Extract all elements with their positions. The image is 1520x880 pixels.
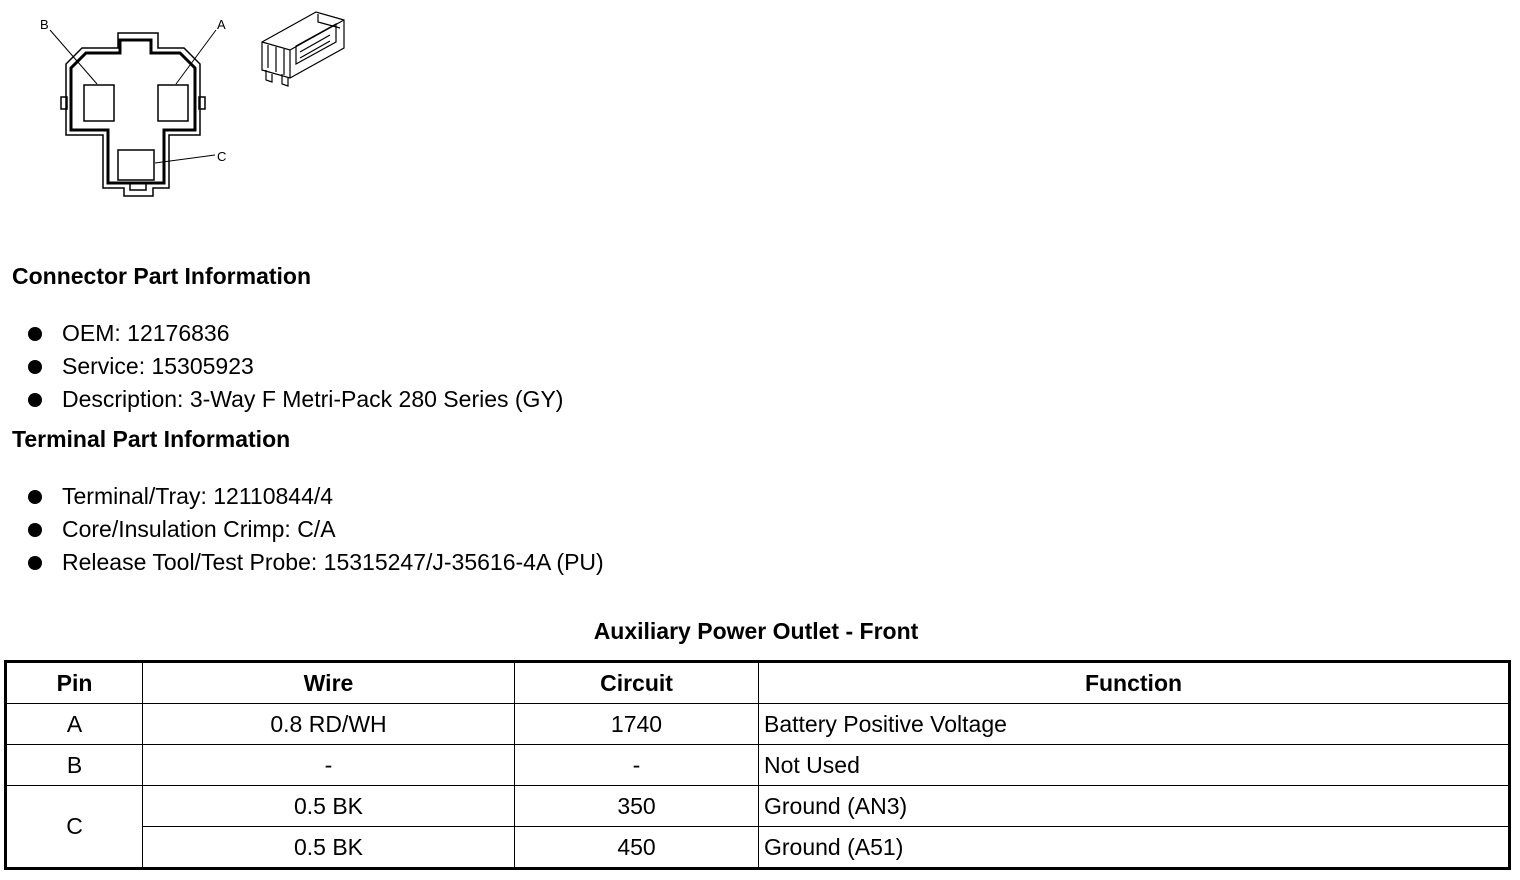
connector-service-item: Service: 15305923 bbox=[28, 350, 563, 383]
circuit-cell: 1740 bbox=[515, 704, 759, 745]
terminal-release-tool-item: Release Tool/Test Probe: 15315247/J-35616-4A (PU) bbox=[28, 546, 604, 579]
connector-oem-item: OEM: 12176836 bbox=[28, 317, 563, 350]
pin-b-label: B bbox=[40, 17, 49, 32]
wire-cell: - bbox=[143, 745, 515, 786]
connector-3d-sketch bbox=[262, 12, 344, 86]
table-header-row bbox=[6, 662, 1510, 704]
function-cell: Ground (A51) bbox=[759, 827, 1510, 869]
cavity-b bbox=[84, 85, 114, 121]
cavity-a bbox=[158, 85, 188, 121]
circuit-cell: - bbox=[515, 745, 759, 786]
circuit-cell: 350 bbox=[515, 786, 759, 827]
connector-face-view bbox=[50, 30, 216, 196]
table-row bbox=[6, 827, 1510, 869]
header-function: Function bbox=[759, 662, 1510, 704]
pinout-table bbox=[4, 660, 1511, 870]
wire-cell: 0.8 RD/WH bbox=[143, 704, 515, 745]
table-row bbox=[6, 786, 1510, 827]
connector-diagram bbox=[0, 0, 370, 215]
connector-info-title: Connector Part Information bbox=[12, 263, 312, 289]
cavity-c bbox=[118, 150, 154, 180]
function-cell: Ground (AN3) bbox=[759, 786, 1510, 827]
pin-cell: B bbox=[6, 745, 143, 786]
header-pin: Pin bbox=[6, 662, 143, 704]
function-cell: Battery Positive Voltage bbox=[759, 704, 1510, 745]
terminal-info-title: Terminal Part Information bbox=[12, 426, 291, 452]
circuit-cell: 450 bbox=[515, 827, 759, 869]
table-title: Auxiliary Power Outlet - Front bbox=[593, 618, 919, 644]
terminal-crimp-item: Core/Insulation Crimp: C/A bbox=[28, 513, 604, 546]
pin-cell: C bbox=[6, 786, 143, 869]
pin-c-label: C bbox=[217, 149, 227, 164]
terminal-info-list bbox=[28, 480, 604, 579]
table-row bbox=[6, 704, 1510, 745]
header-circuit: Circuit bbox=[515, 662, 759, 704]
table-row bbox=[6, 745, 1510, 786]
connector-description-item: Description: 3-Way F Metri-Pack 280 Series (GY) bbox=[28, 383, 563, 416]
header-wire: Wire bbox=[143, 662, 515, 704]
wire-cell: 0.5 BK bbox=[143, 786, 515, 827]
pin-cell: A bbox=[6, 704, 143, 745]
connector-info-list bbox=[28, 317, 563, 416]
function-cell: Not Used bbox=[759, 745, 1510, 786]
terminal-tray-item: Terminal/Tray: 12110844/4 bbox=[28, 480, 604, 513]
wire-cell: 0.5 BK bbox=[143, 827, 515, 869]
pin-a-label: A bbox=[217, 17, 226, 32]
